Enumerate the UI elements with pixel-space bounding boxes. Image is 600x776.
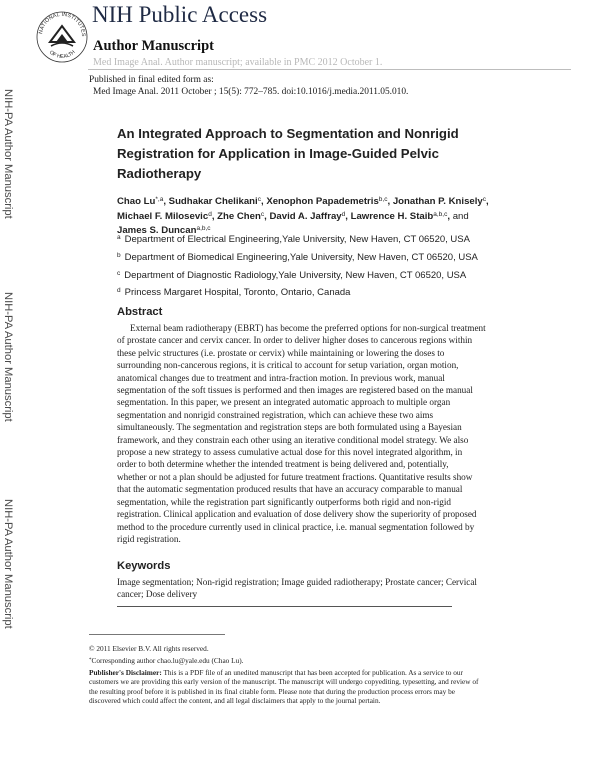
keywords-divider	[117, 606, 452, 607]
abstract-line: order to both determine whether the intended treatment is being delivered and, potentially,	[117, 459, 449, 470]
abstract-line: method to the procedure currently used in clinical practice, i.e. manual segmentation followed by	[117, 521, 475, 532]
manuscript-type: Author Manuscript	[93, 38, 214, 54]
availability-note: Med Image Anal. Author manuscript; available in PMC 2012 October 1.	[93, 57, 383, 68]
logo-text-bottom: OF HEALTH	[47, 49, 77, 61]
header-divider	[88, 69, 571, 70]
disclaimer-line: the resulting proof before it is published in its final citable form. Please note that during the production process errors may be	[89, 686, 455, 696]
author: Sudhakar Chelikani$^c$	[168, 196, 261, 207]
disclaimer-line: customers we are providing this early version of the manuscript. The manuscript will undergo copyediting, typesetting, and review of	[89, 677, 479, 687]
abstract-line: segmentation and nonrigid constrained registration, which can achieve these two aims	[117, 409, 434, 420]
publisher-disclaimer	[89, 668, 509, 705]
author: Zhe Chen$^c$	[217, 210, 265, 222]
author: James S. Duncan$^{a,b,c}$	[117, 225, 211, 236]
title-line: Registration for Application in Image-Guided Pelvic	[117, 146, 439, 161]
paper-title	[117, 124, 517, 184]
affiliation: $^a$ Department of Electrical Engineering,Yale University, New Haven, CT 06520, USA	[117, 234, 470, 245]
abstract-line: that the automatic segmentation produced results that have an accuracy comparable to manual	[117, 484, 463, 495]
abstract-line: simultaneously. The segmentation and registration steps are both formulated using a Bayesian	[117, 422, 462, 433]
logo-text-top: NATIONAL INSTITUTES	[38, 11, 87, 37]
nih-logo	[36, 6, 88, 66]
side-watermark: NIH-PA Author Manuscript	[2, 499, 14, 629]
abstract-line: anatomical changes due to treatment and intra-fraction motion. In previous work, manual	[117, 372, 445, 383]
corresponding-author: *Corresponding author chao.lu@yale.edu (Chao Lu).	[89, 656, 244, 665]
title-line: An Integrated Approach to Segmentation and Nonrigid	[117, 126, 459, 141]
abstract-line: whether or not a plan should be adjusted for future treatment fractions. Quantitative results show	[117, 471, 473, 482]
abstract-line: segmentation. In this paper, we present an integrated automatic approach to multiple organ	[117, 397, 451, 408]
abstract-line: framework, and they constrain each other using an iterative conditional model strategy. We also	[117, 434, 469, 445]
copyright-notice: © 2011 Elsevier B.V. All rights reserved.	[89, 644, 209, 653]
abstract-line: segmentation, while the registration part significantly outperforms both rigid and non-rigid	[117, 496, 451, 507]
keywords-line: Image segmentation; Non-rigid registration; Image guided radiotherapy; Prostate cancer; Cervical	[117, 577, 477, 587]
title-line: Radiotherapy	[117, 166, 202, 181]
repository-title: NIH Public Access	[92, 2, 268, 27]
abstract-line: surrounding non-cancerous regions, it is critical to account for setup variation, organ motion,	[117, 360, 459, 371]
author: Chao $Lu^{*,a}$	[117, 196, 164, 207]
author: Michael F. Milosevic$^d$	[117, 210, 212, 222]
author: Xenophon Papademetris$^{b,c}$	[266, 196, 388, 207]
author: Lawrence H. Staib$^{a,b,c}$	[350, 210, 448, 222]
abstract-body	[117, 322, 524, 545]
disclaimer-line: discovered which could affect the content, and all legal disclaimers that apply to the journal pertain.	[89, 695, 381, 705]
affiliation: $^c$ Department of Diagnostic Radiology,Yale University, New Haven, CT 06520, USA	[117, 270, 467, 281]
author: Jonathan P. Knisely$^c$	[392, 196, 486, 207]
disclaimer-label: Publisher's Disclaimer:	[89, 668, 162, 677]
affiliation: $^d$ Princess Margaret Hospital, Toronto, Ontario, Canada	[117, 287, 351, 298]
citation: Med Image Anal. 2011 October ; 15(5): 772–785. doi:10.1016/j.media.2011.05.010.	[93, 87, 409, 97]
keywords-heading: Keywords	[117, 560, 171, 572]
abstract-line: registration. Clinical application and evaluation of dose delivery show the superiority of proposed	[117, 509, 477, 520]
svg-text:OF HEALTH	[48, 49, 77, 60]
abstract-line: segmentation of the soft tissues is performed and then images are registered based on the manual	[117, 385, 473, 396]
author-list: Chao $Lu^{*,a}$, Sudhakar Chelikani$^c$, Xenophon Papademetris$^{b,c}$, Jonathan P. Knisely$^c$, Michael F. Milosevic$^d$, Zhe Chen$^c$, David A. Jaffray$^d$, Lawrence H. Staib$^{a,b,c}$, and James S. Duncan$^{a,b,c}$	[117, 196, 489, 236]
footnote-divider	[89, 634, 225, 635]
disclaimer-line: This is a PDF file of an unedited manuscript that has been accepted for publication. As a service to our	[161, 668, 463, 677]
abstract-line: External beam radiotherapy (EBRT) has become the preferred options for non-surgical treatment	[130, 323, 486, 333]
author: David A. Jaffray$^d$	[269, 210, 346, 222]
authors-conjunction: and	[452, 210, 469, 222]
keywords-body	[117, 576, 524, 601]
abstract-line: of prostate cancer and cervix cancer. In order to deliver higher doses to cancerous regions within	[117, 335, 473, 346]
side-watermark: NIH-PA Author Manuscript	[2, 89, 14, 219]
abstract-line: rigid registration.	[117, 533, 181, 544]
abstract-line: these pelvic structures (i.e. prostate or cervix) while maintaining or lowering the doses to	[117, 347, 445, 358]
keywords-line: cancer; Dose delivery	[117, 589, 198, 600]
affiliation: $^b$ Department of Biomedical Engineering,Yale University, New Haven, CT 06520, USA	[117, 252, 478, 263]
published-label: Published in final edited form as:	[89, 75, 214, 85]
side-watermark: NIH-PA Author Manuscript	[2, 292, 14, 422]
abstract-line: propose a new strategy to assess cumulative actual dose for this novel integrated algorithm, in	[117, 447, 463, 458]
abstract-heading: Abstract	[117, 306, 163, 318]
